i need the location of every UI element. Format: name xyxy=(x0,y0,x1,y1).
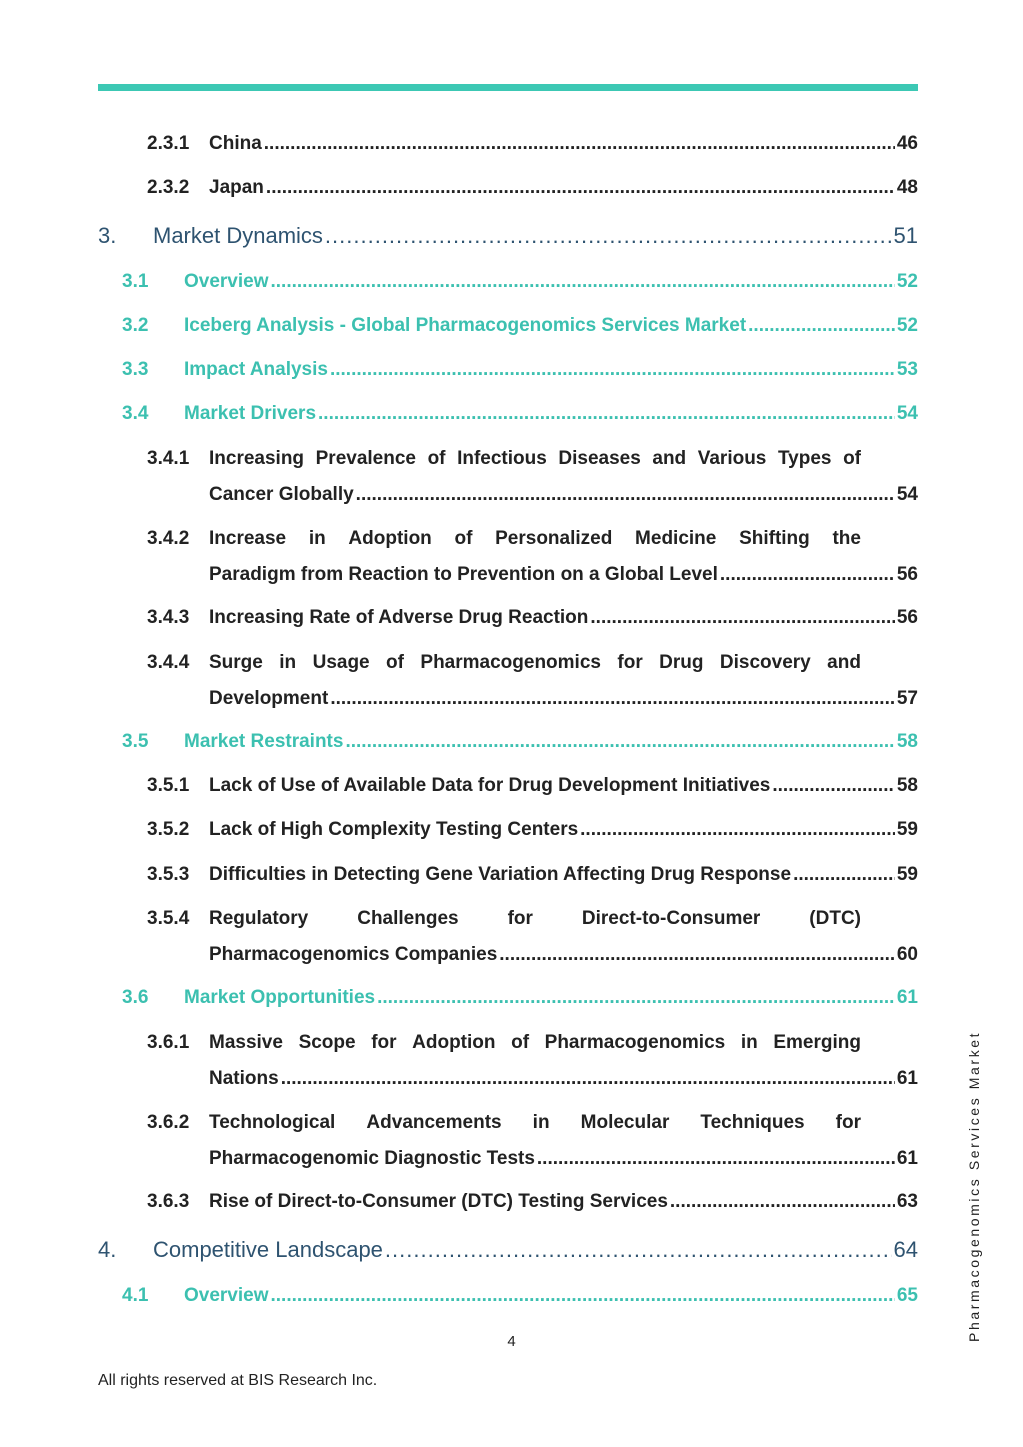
toc-leader-dots xyxy=(264,133,895,155)
toc-entry-number: 3.5.1 xyxy=(147,775,190,796)
toc-title-word: for xyxy=(371,1032,397,1053)
toc-leader-dots xyxy=(537,1148,895,1170)
toc-entry-title: Development xyxy=(209,688,329,709)
toc-leader-dots xyxy=(499,944,895,966)
toc-entry-number: 3.5.3 xyxy=(147,864,190,885)
toc-entry-number: 3.5.2 xyxy=(147,819,190,840)
toc-entry-title: Overview xyxy=(184,271,269,292)
toc-leader-dots xyxy=(325,223,892,249)
toc-title-word: in xyxy=(740,1032,758,1053)
toc-leader-dots xyxy=(266,177,895,199)
toc-leader-dots xyxy=(772,775,895,797)
page-number: 4 xyxy=(507,1333,516,1350)
toc-entry-title-line xyxy=(209,1112,861,1134)
toc-title-word: in xyxy=(532,1112,550,1133)
toc-entry-page: 54 xyxy=(896,403,918,424)
toc-title-word: Increase xyxy=(209,528,287,549)
toc-leader-dots xyxy=(720,564,895,586)
toc-entry-page: 61 xyxy=(896,1068,918,1089)
toc-entry-title: Iceberg Analysis - Global Pharmacogenomics Services Market xyxy=(184,315,747,336)
toc-entry-title: Overview xyxy=(184,1285,269,1306)
toc-title-word: of xyxy=(386,652,404,673)
toc-leader-dots xyxy=(345,731,894,753)
header-accent-bar xyxy=(98,84,918,91)
toc-entry-page: 58 xyxy=(896,775,918,796)
toc-entry-number: 3.4.1 xyxy=(147,448,190,469)
toc-title-word: Pharmacogenomics xyxy=(544,1032,726,1053)
toc-entry-page: 54 xyxy=(896,484,918,505)
toc-title-word: Challenges xyxy=(357,908,459,929)
toc-entry-page: 48 xyxy=(896,177,918,198)
toc-title-word: Diseases xyxy=(558,448,641,469)
toc-entry-page: 59 xyxy=(896,819,918,840)
side-running-title: Pharmacogenomics Services Market xyxy=(966,1030,982,1342)
toc-entry-number: 3.4.2 xyxy=(147,528,190,549)
toc-entry-title: Market Restraints xyxy=(184,731,344,752)
toc-entry-title: Japan xyxy=(209,177,264,198)
toc-leader-dots xyxy=(580,819,895,841)
toc-title-word: (DTC) xyxy=(809,908,861,929)
toc-entry-page: 52 xyxy=(896,271,918,292)
toc-entry-number: 3.4 xyxy=(122,403,149,424)
toc-title-word: in xyxy=(308,528,326,549)
toc-entry-title: Paradigm from Reaction to Prevention on a Global Level xyxy=(209,564,718,585)
toc-entry-page: 46 xyxy=(896,133,918,154)
toc-leader-dots xyxy=(356,484,895,506)
toc-entry-page: 61 xyxy=(896,1148,918,1169)
toc-leader-dots xyxy=(793,864,895,886)
toc-entry-page: 58 xyxy=(896,731,918,752)
toc-leader-dots xyxy=(670,1191,895,1213)
toc-entry-title: Pharmacogenomics Companies xyxy=(209,944,498,965)
toc-entry-title: Increasing Rate of Adverse Drug Reaction xyxy=(209,607,589,628)
toc-entry-title-line xyxy=(209,652,861,674)
toc-title-word: Adoption xyxy=(412,1032,496,1053)
footer-copyright: All rights reserved at BIS Research Inc. xyxy=(98,1372,378,1389)
toc-title-word: Techniques xyxy=(700,1112,805,1133)
toc-entry-page: 51 xyxy=(893,223,918,248)
toc-title-word: of xyxy=(843,448,861,469)
toc-title-word: Medicine xyxy=(635,528,717,549)
toc-leader-dots xyxy=(385,1237,892,1263)
toc-entry-number: 3.6.3 xyxy=(147,1191,190,1212)
toc-leader-dots xyxy=(281,1068,895,1090)
toc-entry-title: China xyxy=(209,133,262,154)
toc-title-word: for xyxy=(617,652,643,673)
toc-title-word: of xyxy=(454,528,473,549)
toc-entry-page: 60 xyxy=(896,944,918,965)
toc-leader-dots xyxy=(330,359,895,381)
toc-title-word: the xyxy=(832,528,861,549)
toc-entry-page: 61 xyxy=(896,987,918,1008)
toc-title-word: of xyxy=(511,1032,530,1053)
toc-entry-title: Nations xyxy=(209,1068,279,1089)
toc-entry-title-line xyxy=(209,1032,861,1054)
toc-entry-number: 3.5.4 xyxy=(147,908,190,929)
toc-title-word: Direct-to-Consumer xyxy=(581,908,761,929)
toc-entry-number: 3.1 xyxy=(122,271,149,292)
toc-entry-page: 65 xyxy=(896,1285,918,1306)
toc-entry-title: Market Opportunities xyxy=(184,987,376,1008)
toc-title-word: Molecular xyxy=(580,1112,670,1133)
toc-entry-title: Market Dynamics xyxy=(153,223,323,248)
toc-entry-title: Difficulties in Detecting Gene Variation Affecting Drug Response xyxy=(209,864,792,885)
toc-title-word: Various xyxy=(697,448,767,469)
toc-entry-title: Impact Analysis xyxy=(184,359,328,380)
toc-leader-dots xyxy=(748,315,895,337)
toc-title-word: Increasing xyxy=(209,448,305,469)
toc-entry-number: 3.4.3 xyxy=(147,607,190,628)
toc-entry-title: Lack of High Complexity Testing Centers xyxy=(209,819,579,840)
toc-title-word: for xyxy=(835,1112,861,1133)
toc-entry-page: 56 xyxy=(896,564,918,585)
toc-title-word: Advancements xyxy=(366,1112,502,1133)
toc-title-word: Usage xyxy=(312,652,370,673)
toc-leader-dots xyxy=(590,607,894,629)
toc-title-word: Scope xyxy=(298,1032,356,1053)
toc-title-word: Adoption xyxy=(348,528,432,549)
toc-entry-number: 4. xyxy=(98,1237,117,1262)
toc-title-word: Drug xyxy=(659,652,704,673)
toc-title-word: Regulatory xyxy=(209,908,309,929)
toc-entry-number: 3.4.4 xyxy=(147,652,190,673)
toc-entry-number: 4.1 xyxy=(122,1285,149,1306)
toc-entry-title: Pharmacogenomic Diagnostic Tests xyxy=(209,1148,535,1169)
toc-leader-dots xyxy=(271,271,895,293)
toc-title-word: of xyxy=(427,448,446,469)
toc-leader-dots xyxy=(377,987,895,1009)
toc-entry-title: Rise of Direct-to-Consumer (DTC) Testing Services xyxy=(209,1191,668,1212)
toc-title-word: Surge xyxy=(209,652,263,673)
toc-entry-title-line xyxy=(209,908,861,930)
toc-title-word: for xyxy=(507,908,533,929)
toc-title-word: Massive xyxy=(209,1032,283,1053)
toc-entry-page: 56 xyxy=(896,607,918,628)
toc-entry-page: 52 xyxy=(896,315,918,336)
toc-leader-dots xyxy=(271,1285,895,1307)
toc-title-word: Personalized xyxy=(495,528,613,549)
toc-entry-number: 3.6 xyxy=(122,987,149,1008)
toc-entry-title: Cancer Globally xyxy=(209,484,354,505)
toc-title-word: Emerging xyxy=(773,1032,861,1053)
toc-entry-number: 3.6.2 xyxy=(147,1112,190,1133)
toc-entry-title-line xyxy=(209,448,861,470)
toc-entry-number: 3.5 xyxy=(122,731,149,752)
toc-entry-title: Market Drivers xyxy=(184,403,317,424)
toc-entry-number: 3. xyxy=(98,223,117,248)
toc-leader-dots xyxy=(318,403,895,425)
toc-entry-title: Lack of Use of Available Data for Drug Development Initiatives xyxy=(209,775,771,796)
toc-title-word: Infectious xyxy=(457,448,547,469)
toc-title-word: in xyxy=(279,652,297,673)
toc-entry-number: 3.3 xyxy=(122,359,149,380)
toc-entry-page: 64 xyxy=(893,1237,918,1262)
toc-entry-number: 2.3.2 xyxy=(147,177,190,198)
toc-leader-dots xyxy=(330,688,895,710)
toc-entry-title-line xyxy=(209,528,861,550)
toc-title-word: Types xyxy=(777,448,832,469)
toc-entry-page: 57 xyxy=(896,688,918,709)
toc-title-word: Discovery xyxy=(719,652,811,673)
toc-title-word: Prevalence xyxy=(315,448,416,469)
toc-entry-page: 53 xyxy=(896,359,918,380)
toc-title-word: Technological xyxy=(209,1112,336,1133)
toc-entry-page: 63 xyxy=(896,1191,918,1212)
toc-entry-title: Competitive Landscape xyxy=(153,1237,383,1262)
toc-entry-number: 2.3.1 xyxy=(147,133,190,154)
toc-entry-number: 3.6.1 xyxy=(147,1032,190,1053)
toc-title-word: Pharmacogenomics xyxy=(420,652,601,673)
toc-title-word: Shifting xyxy=(739,528,810,549)
toc-entry-number: 3.2 xyxy=(122,315,149,336)
toc-title-word: and xyxy=(652,448,687,469)
toc-title-word: and xyxy=(827,652,861,673)
toc-entry-page: 59 xyxy=(896,864,918,885)
